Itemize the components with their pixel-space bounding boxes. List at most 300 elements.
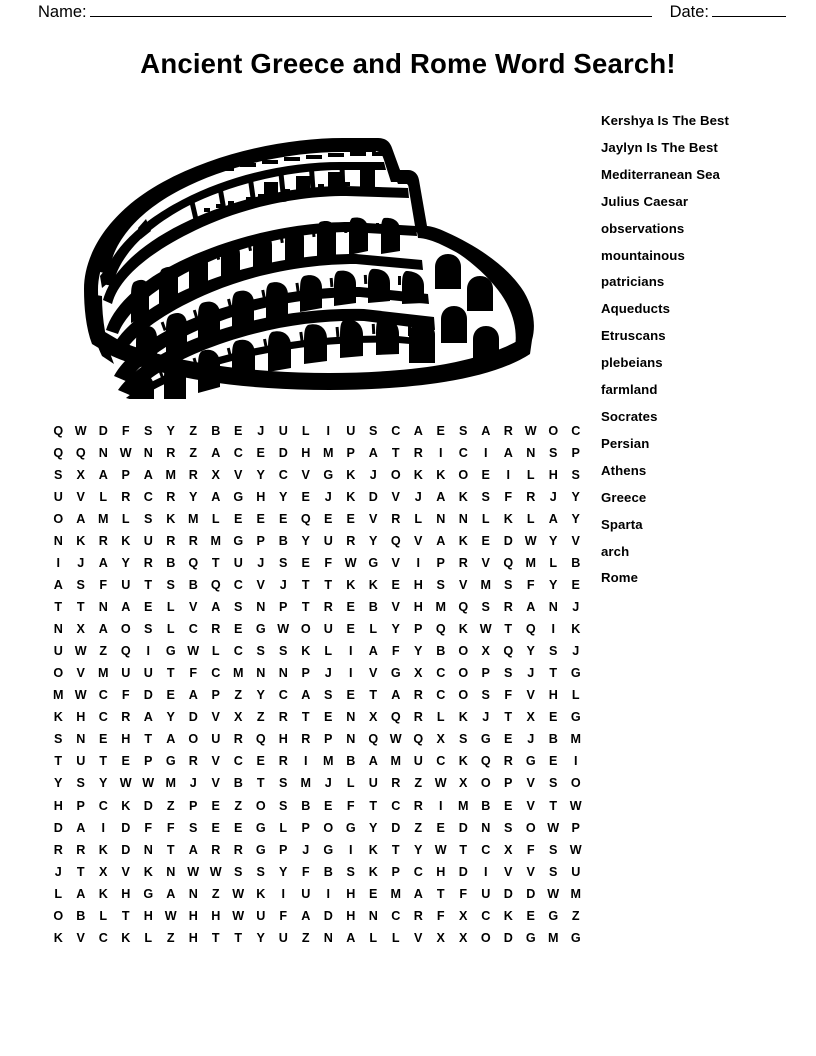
grid-letter[interactable]: T — [459, 842, 468, 857]
grid-letter[interactable]: F — [189, 666, 198, 681]
grid-letter[interactable]: C — [98, 798, 108, 813]
grid-letter[interactable]: E — [144, 600, 153, 615]
grid-letter[interactable]: M — [480, 578, 491, 593]
grid-letter[interactable]: X — [459, 908, 468, 923]
grid-letter[interactable]: J — [572, 644, 580, 659]
grid-letter[interactable]: A — [143, 710, 153, 725]
grid-letter[interactable]: K — [458, 710, 468, 725]
grid-letter[interactable]: I — [484, 445, 488, 460]
grid-letter[interactable]: S — [279, 556, 288, 570]
grid-letter[interactable]: C — [571, 423, 581, 438]
grid-letter[interactable]: B — [323, 864, 333, 879]
grid-letter[interactable]: R — [391, 776, 401, 791]
name-blank-line[interactable] — [90, 2, 652, 17]
grid-letter[interactable]: Q — [390, 710, 401, 725]
grid-letter[interactable]: E — [369, 886, 378, 901]
grid-letter[interactable]: F — [526, 578, 535, 593]
grid-letter[interactable]: R — [53, 842, 63, 857]
grid-letter[interactable]: A — [368, 754, 378, 769]
grid-letter[interactable]: B — [166, 556, 176, 570]
grid-letter[interactable]: J — [189, 776, 197, 791]
grid-letter[interactable]: T — [54, 600, 63, 615]
grid-letter[interactable]: A — [503, 445, 513, 460]
grid-letter[interactable]: O — [480, 930, 491, 945]
grid-letter[interactable]: Y — [279, 489, 288, 504]
grid-letter[interactable]: M — [53, 688, 64, 703]
grid-letter[interactable]: H — [188, 930, 198, 945]
grid-letter[interactable]: O — [53, 666, 64, 681]
grid-letter[interactable]: W — [434, 842, 447, 857]
grid-letter[interactable]: E — [504, 798, 513, 813]
grid-letter[interactable]: E — [571, 578, 580, 593]
grid-letter[interactable]: C — [391, 798, 401, 813]
grid-letter[interactable]: V — [301, 467, 310, 482]
grid-letter[interactable]: Y — [99, 776, 108, 791]
grid-letter[interactable]: O — [458, 666, 469, 681]
grid-letter[interactable]: V — [234, 467, 243, 482]
grid-letter[interactable]: V — [391, 556, 400, 570]
grid-letter[interactable]: G — [480, 732, 491, 747]
grid-letter[interactable]: I — [326, 886, 330, 901]
grid-letter[interactable]: J — [369, 467, 377, 482]
grid-letter[interactable]: U — [278, 423, 288, 438]
grid-letter[interactable]: F — [324, 556, 333, 570]
grid-letter[interactable]: E — [549, 754, 558, 769]
grid-letter[interactable]: C — [233, 644, 243, 659]
grid-letter[interactable]: R — [211, 622, 221, 637]
grid-letter[interactable]: W — [187, 644, 200, 659]
grid-letter[interactable]: R — [166, 445, 176, 460]
grid-letter[interactable]: H — [413, 578, 423, 593]
grid-letter[interactable]: R — [233, 732, 243, 747]
grid-letter[interactable]: E — [256, 511, 265, 526]
grid-letter[interactable]: M — [323, 754, 334, 769]
grid-letter[interactable]: R — [413, 445, 423, 460]
grid-letter[interactable]: R — [346, 533, 356, 548]
grid-letter[interactable]: A — [166, 886, 176, 901]
grid-letter[interactable]: J — [572, 600, 580, 615]
grid-letter[interactable]: G — [323, 467, 334, 482]
grid-letter[interactable]: N — [256, 600, 266, 615]
grid-letter[interactable]: X — [234, 710, 243, 725]
grid-letter[interactable]: H — [346, 908, 356, 923]
grid-letter[interactable]: T — [391, 842, 400, 857]
grid-letter[interactable]: M — [525, 556, 536, 570]
grid-letter[interactable]: A — [436, 533, 446, 548]
grid-letter[interactable]: S — [324, 688, 333, 703]
grid-letter[interactable]: U — [53, 644, 63, 659]
grid-letter[interactable]: M — [233, 666, 244, 681]
grid-letter[interactable]: G — [165, 754, 176, 769]
grid-letter[interactable]: E — [121, 754, 130, 769]
grid-letter[interactable]: K — [256, 886, 266, 901]
grid-letter[interactable]: T — [211, 930, 220, 945]
grid-letter[interactable]: W — [569, 842, 582, 857]
grid-letter[interactable]: K — [368, 864, 378, 879]
grid-letter[interactable]: U — [323, 622, 333, 637]
grid-letter[interactable]: R — [121, 489, 131, 504]
grid-letter[interactable]: S — [369, 423, 378, 438]
grid-letter[interactable]: U — [211, 732, 221, 747]
grid-letter[interactable]: P — [571, 445, 580, 460]
grid-letter[interactable]: S — [279, 644, 288, 659]
grid-letter[interactable]: X — [99, 864, 108, 879]
grid-letter[interactable]: W — [344, 556, 357, 570]
grid-letter[interactable]: N — [53, 622, 63, 637]
grid-letter[interactable]: G — [143, 886, 154, 901]
grid-letter[interactable]: R — [413, 710, 423, 725]
grid-letter[interactable]: A — [188, 842, 198, 857]
grid-letter[interactable]: C — [98, 710, 108, 725]
grid-letter[interactable]: O — [53, 511, 64, 526]
grid-letter[interactable]: B — [76, 908, 86, 923]
grid-letter[interactable]: N — [346, 710, 356, 725]
grid-letter[interactable]: T — [324, 578, 333, 593]
grid-letter[interactable]: G — [368, 556, 379, 570]
grid-letter[interactable]: Q — [458, 600, 469, 615]
grid-letter[interactable]: X — [526, 710, 535, 725]
grid-letter[interactable]: U — [301, 886, 311, 901]
grid-letter[interactable]: S — [256, 864, 265, 879]
grid-letter[interactable]: S — [459, 423, 468, 438]
grid-letter[interactable]: N — [278, 666, 288, 681]
grid-letter[interactable]: E — [324, 798, 333, 813]
grid-letter[interactable]: J — [324, 666, 332, 681]
grid-letter[interactable]: K — [458, 533, 468, 548]
grid-letter[interactable]: B — [233, 776, 243, 791]
grid-letter[interactable]: B — [368, 600, 378, 615]
grid-letter[interactable]: V — [391, 600, 400, 615]
grid-letter[interactable]: K — [436, 467, 446, 482]
grid-letter[interactable]: P — [571, 820, 580, 835]
grid-letter[interactable]: C — [278, 467, 288, 482]
grid-letter[interactable]: V — [526, 776, 535, 791]
grid-letter[interactable]: B — [436, 644, 446, 659]
grid-letter[interactable]: N — [166, 864, 176, 879]
grid-letter[interactable]: I — [439, 798, 443, 813]
grid-letter[interactable]: V — [369, 666, 378, 681]
grid-letter[interactable]: V — [526, 798, 535, 813]
grid-letter[interactable]: E — [234, 511, 243, 526]
grid-letter[interactable]: K — [346, 489, 356, 504]
grid-letter[interactable]: R — [143, 556, 153, 570]
grid-letter[interactable]: I — [281, 886, 285, 901]
word-list-item[interactable]: Athens — [601, 462, 647, 478]
grid-letter[interactable]: S — [459, 732, 468, 747]
grid-letter[interactable]: T — [549, 666, 558, 681]
grid-letter[interactable]: V — [391, 489, 400, 504]
grid-letter[interactable]: Y — [256, 688, 265, 703]
grid-letter[interactable]: U — [256, 908, 266, 923]
grid-letter[interactable]: G — [233, 489, 244, 504]
grid-letter[interactable]: L — [144, 930, 153, 945]
grid-letter[interactable]: Z — [414, 776, 423, 791]
grid-letter[interactable]: R — [188, 467, 198, 482]
grid-letter[interactable]: A — [98, 622, 108, 637]
word-list-item[interactable]: plebeians — [601, 355, 663, 371]
grid-letter[interactable]: J — [324, 489, 332, 504]
grid-letter[interactable]: S — [571, 467, 580, 482]
grid-letter[interactable]: T — [504, 622, 513, 637]
grid-letter[interactable]: G — [525, 930, 536, 945]
grid-letter[interactable]: H — [76, 710, 86, 725]
grid-letter[interactable]: R — [166, 533, 176, 548]
grid-letter[interactable]: E — [436, 423, 445, 438]
grid-letter[interactable]: A — [211, 489, 221, 504]
grid-letter[interactable]: E — [549, 710, 558, 725]
grid-letter[interactable]: S — [549, 644, 558, 659]
grid-letter[interactable]: N — [481, 820, 491, 835]
grid-letter[interactable]: G — [548, 908, 559, 923]
grid-letter[interactable]: N — [98, 445, 108, 460]
grid-letter[interactable]: P — [121, 467, 130, 482]
grid-letter[interactable]: H — [53, 798, 63, 813]
grid-letter[interactable]: A — [368, 644, 378, 659]
grid-letter[interactable]: W — [209, 864, 222, 879]
grid-letter[interactable]: D — [98, 423, 108, 438]
grid-letter[interactable]: O — [255, 798, 266, 813]
grid-letter[interactable]: L — [391, 930, 400, 945]
grid-letter[interactable]: C — [211, 666, 221, 681]
grid-letter[interactable]: U — [346, 423, 356, 438]
grid-letter[interactable]: Z — [234, 688, 243, 703]
grid-letter[interactable]: K — [368, 842, 378, 857]
grid-letter[interactable]: R — [391, 511, 401, 526]
grid-letter[interactable]: N — [76, 732, 86, 747]
grid-letter[interactable]: H — [121, 732, 131, 747]
grid-letter[interactable]: C — [481, 842, 491, 857]
grid-letter[interactable]: D — [391, 820, 401, 835]
grid-letter[interactable]: M — [165, 776, 176, 791]
grid-letter[interactable]: M — [323, 445, 334, 460]
grid-letter[interactable]: I — [574, 754, 578, 769]
grid-letter[interactable]: R — [301, 732, 311, 747]
grid-letter[interactable]: E — [301, 489, 310, 504]
grid-letter[interactable]: H — [548, 688, 558, 703]
grid-letter[interactable]: W — [187, 864, 200, 879]
grid-letter[interactable]: D — [458, 820, 468, 835]
grid-letter[interactable]: J — [302, 842, 310, 857]
grid-letter[interactable]: N — [368, 908, 378, 923]
grid-letter[interactable]: K — [503, 908, 513, 923]
grid-letter[interactable]: A — [413, 423, 423, 438]
grid-letter[interactable]: T — [369, 688, 378, 703]
grid-letter[interactable]: Z — [234, 798, 243, 813]
grid-letter[interactable]: S — [436, 578, 445, 593]
grid-letter[interactable]: K — [98, 842, 108, 857]
grid-letter[interactable]: B — [188, 578, 198, 593]
grid-letter[interactable]: B — [301, 798, 311, 813]
grid-letter[interactable]: D — [458, 864, 468, 879]
grid-letter[interactable]: R — [526, 489, 536, 504]
grid-letter[interactable]: Z — [256, 710, 265, 725]
grid-letter[interactable]: G — [255, 622, 266, 637]
grid-letter[interactable]: X — [504, 842, 513, 857]
grid-letter[interactable]: Z — [99, 644, 108, 659]
grid-letter[interactable]: E — [391, 578, 400, 593]
grid-letter[interactable]: Y — [414, 842, 423, 857]
grid-letter[interactable]: S — [54, 467, 63, 482]
grid-letter[interactable]: E — [436, 820, 445, 835]
grid-letter[interactable]: K — [458, 489, 468, 504]
grid-letter[interactable]: X — [76, 622, 85, 637]
grid-letter[interactable]: H — [346, 886, 356, 901]
grid-letter[interactable]: V — [526, 688, 535, 703]
grid-letter[interactable]: Q — [53, 445, 64, 460]
grid-letter[interactable]: I — [551, 622, 555, 637]
grid-letter[interactable]: L — [279, 820, 288, 835]
grid-letter[interactable]: Z — [166, 798, 175, 813]
grid-letter[interactable]: S — [549, 445, 558, 460]
grid-letter[interactable]: J — [527, 732, 535, 747]
grid-letter[interactable]: A — [301, 688, 311, 703]
grid-letter[interactable]: I — [56, 556, 60, 570]
grid-letter[interactable]: R — [413, 688, 423, 703]
grid-letter[interactable]: W — [232, 886, 245, 901]
grid-letter[interactable]: S — [549, 864, 558, 879]
grid-letter[interactable]: E — [234, 423, 243, 438]
grid-letter[interactable]: Q — [525, 622, 536, 637]
grid-letter[interactable]: X — [76, 467, 85, 482]
grid-letter[interactable]: V — [504, 864, 513, 879]
grid-letter[interactable]: M — [98, 511, 109, 526]
grid-letter[interactable]: Y — [571, 489, 580, 504]
grid-letter[interactable]: X — [436, 930, 445, 945]
grid-letter[interactable]: O — [300, 622, 311, 637]
grid-letter[interactable]: I — [416, 556, 420, 570]
grid-letter[interactable]: B — [278, 533, 288, 548]
grid-letter[interactable]: K — [458, 754, 468, 769]
grid-letter[interactable]: D — [188, 710, 198, 725]
grid-letter[interactable]: C — [391, 908, 401, 923]
grid-letter[interactable]: N — [143, 445, 153, 460]
grid-letter[interactable]: H — [143, 908, 153, 923]
grid-letter[interactable]: A — [346, 930, 356, 945]
grid-letter[interactable]: M — [548, 930, 559, 945]
grid-letter[interactable]: E — [301, 556, 310, 570]
grid-letter[interactable]: P — [391, 864, 400, 879]
grid-letter[interactable]: R — [278, 710, 288, 725]
grid-letter[interactable]: O — [390, 467, 401, 482]
grid-letter[interactable]: Q — [503, 644, 514, 659]
grid-letter[interactable]: S — [54, 732, 63, 747]
grid-letter[interactable]: Y — [121, 556, 130, 570]
grid-letter[interactable]: A — [76, 886, 86, 901]
grid-letter[interactable]: A — [166, 732, 176, 747]
grid-letter[interactable]: E — [324, 710, 333, 725]
word-list-item[interactable]: Sparta — [601, 516, 643, 532]
grid-letter[interactable]: R — [323, 600, 333, 615]
grid-letter[interactable]: V — [76, 489, 85, 504]
grid-letter[interactable]: U — [571, 864, 581, 879]
grid-letter[interactable]: A — [211, 600, 221, 615]
grid-letter[interactable]: D — [278, 445, 288, 460]
grid-letter[interactable]: D — [143, 798, 153, 813]
grid-letter[interactable]: T — [144, 578, 153, 593]
grid-letter[interactable]: V — [459, 578, 468, 593]
grid-letter[interactable]: O — [53, 908, 64, 923]
grid-letter[interactable]: A — [76, 511, 86, 526]
grid-letter[interactable]: E — [279, 511, 288, 526]
grid-letter[interactable]: O — [570, 776, 581, 791]
grid-letter[interactable]: T — [211, 556, 220, 570]
grid-letter[interactable]: I — [506, 467, 510, 482]
grid-letter[interactable]: G — [233, 533, 244, 548]
grid-letter[interactable]: R — [458, 556, 468, 570]
grid-letter[interactable]: U — [121, 578, 131, 593]
grid-letter[interactable]: J — [279, 578, 287, 593]
grid-letter[interactable]: V — [211, 776, 220, 791]
grid-letter[interactable]: Z — [166, 930, 175, 945]
grid-letter[interactable]: P — [324, 732, 333, 747]
grid-letter[interactable]: X — [369, 710, 378, 725]
word-list-item[interactable]: observations — [601, 220, 685, 236]
grid-letter[interactable]: E — [481, 467, 490, 482]
grid-letter[interactable]: L — [324, 644, 333, 659]
grid-letter[interactable]: W — [547, 886, 560, 901]
grid-letter[interactable]: J — [257, 423, 265, 438]
grid-letter[interactable]: Y — [256, 930, 265, 945]
word-list-item[interactable]: Greece — [601, 489, 647, 505]
grid-letter[interactable]: Y — [54, 776, 63, 791]
grid-letter[interactable]: H — [188, 908, 198, 923]
grid-letter[interactable]: M — [390, 754, 401, 769]
grid-letter[interactable]: L — [99, 908, 108, 923]
grid-letter[interactable]: M — [98, 666, 109, 681]
grid-letter[interactable]: D — [503, 886, 513, 901]
grid-letter[interactable]: F — [166, 820, 175, 835]
grid-letter[interactable]: D — [503, 533, 513, 548]
grid-letter[interactable]: S — [234, 600, 243, 615]
grid-letter[interactable]: E — [346, 511, 355, 526]
grid-letter[interactable]: E — [346, 688, 355, 703]
grid-letter[interactable]: L — [54, 886, 63, 901]
grid-letter[interactable]: F — [99, 578, 108, 593]
grid-letter[interactable]: K — [413, 467, 423, 482]
grid-letter[interactable]: A — [121, 600, 131, 615]
grid-letter[interactable]: U — [53, 489, 63, 504]
grid-letter[interactable]: F — [391, 644, 400, 659]
grid-letter[interactable]: A — [391, 688, 401, 703]
grid-letter[interactable]: Q — [255, 732, 266, 747]
grid-letter[interactable]: Y — [526, 644, 535, 659]
grid-letter[interactable]: P — [504, 776, 513, 791]
grid-letter[interactable]: Z — [189, 423, 198, 438]
grid-letter[interactable]: V — [481, 556, 490, 570]
word-list-item[interactable]: patricians — [601, 274, 665, 290]
grid-letter[interactable]: V — [211, 754, 220, 769]
grid-letter[interactable]: K — [166, 511, 176, 526]
grid-letter[interactable]: C — [98, 930, 108, 945]
grid-letter[interactable]: K — [458, 622, 468, 637]
grid-letter[interactable]: O — [548, 423, 559, 438]
grid-letter[interactable]: Y — [279, 864, 288, 879]
grid-letter[interactable]: R — [278, 754, 288, 769]
grid-letter[interactable]: T — [99, 754, 108, 769]
grid-letter[interactable]: S — [279, 798, 288, 813]
grid-letter[interactable]: P — [211, 688, 220, 703]
grid-letter[interactable]: U — [368, 776, 378, 791]
grid-letter[interactable]: Q — [188, 556, 199, 570]
grid-letter[interactable]: S — [144, 423, 153, 438]
grid-letter[interactable]: N — [458, 511, 468, 526]
grid-letter[interactable]: L — [99, 489, 108, 504]
grid-letter[interactable]: R — [121, 710, 131, 725]
grid-letter[interactable]: I — [349, 842, 353, 857]
grid-letter[interactable]: L — [436, 710, 445, 725]
grid-letter[interactable]: I — [101, 820, 105, 835]
grid-letter[interactable]: V — [121, 864, 130, 879]
